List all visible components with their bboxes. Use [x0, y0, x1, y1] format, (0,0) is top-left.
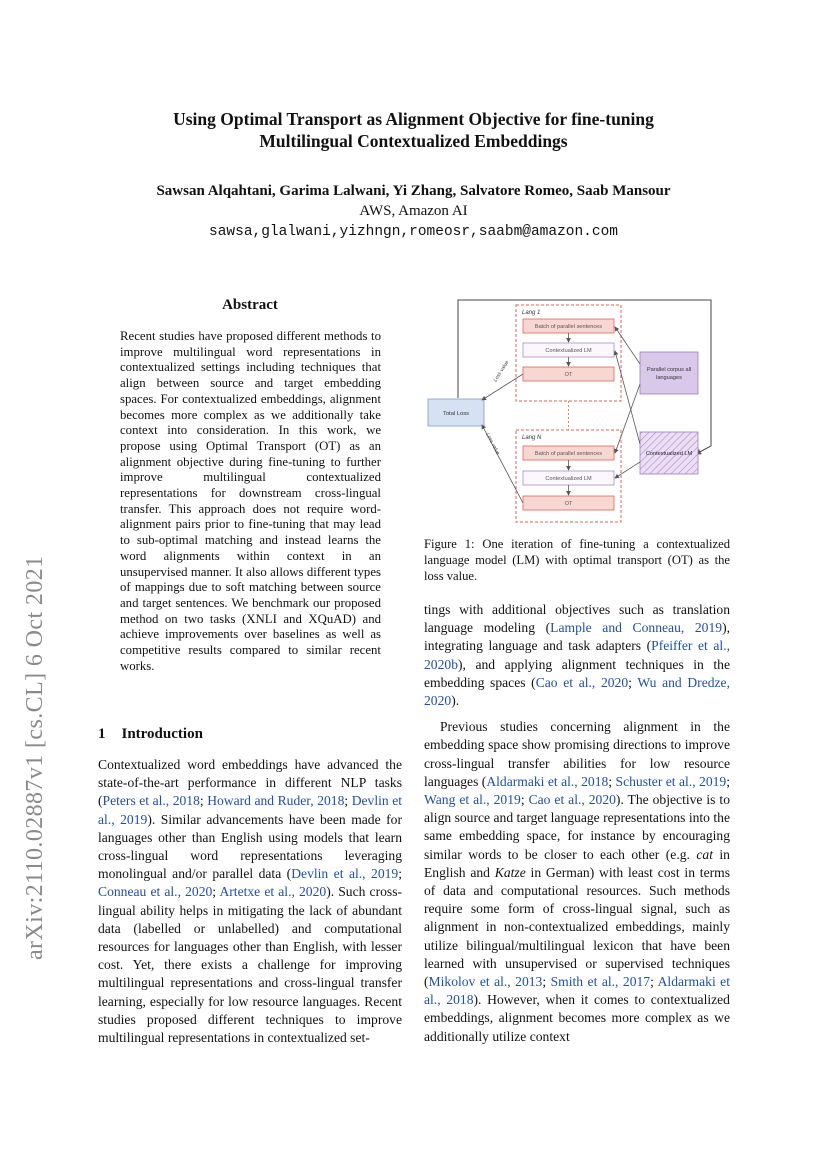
citation-link[interactable]: Devlin et al., 2019	[291, 866, 399, 882]
citation-link[interactable]: Wang et al., 2019	[424, 792, 521, 808]
citation-link[interactable]: Aldarmaki et al., 2018	[486, 773, 609, 789]
batch-label-1: Batch of parallel sentences	[534, 324, 603, 330]
author-emails: sawsa,glalwani,yizhngn,romeosr,saabm@amazon.com	[209, 224, 618, 240]
lm-to-lm-n	[615, 462, 640, 478]
citation-link[interactable]: Wu and Dredze, 2020	[424, 674, 730, 709]
paragraph	[424, 718, 730, 1046]
loss-value-label-n: Loss value	[484, 432, 501, 457]
title-line-2: Multilingual Contextualized Embeddings	[259, 131, 568, 151]
text-run: ;	[212, 884, 220, 900]
arxiv-watermark: arXiv:2110.02887v1 [cs.CL] 6 Oct 2021	[22, 555, 48, 960]
parallel-corpus-box	[640, 352, 698, 394]
citation-link[interactable]: Devlin et al., 2019	[98, 793, 403, 827]
citation-link[interactable]: Howard and Ruder, 2018	[207, 793, 345, 809]
italic-term: cat	[696, 846, 713, 862]
citation-link[interactable]: Cao et al., 2020	[535, 674, 629, 690]
lang-1-label: Lang 1	[522, 310, 541, 316]
title-line-1: Using Optimal Transport as Alignment Objective for fine-tuning	[173, 109, 654, 129]
text-run: ;	[199, 793, 208, 809]
lm-label-n: Contextualized LM	[545, 476, 592, 482]
text-run: ;	[542, 974, 551, 990]
text-run: in English and	[424, 846, 730, 880]
batch-label-n: Batch of parallel sentences	[534, 451, 603, 457]
text-run: ;	[608, 773, 616, 789]
citation-link[interactable]: Lample and Conneau, 2019	[550, 620, 723, 636]
text-run: ;	[650, 974, 658, 990]
text-run: ;	[726, 773, 730, 789]
lm-label-1: Contextualized LM	[545, 348, 592, 354]
text-run: ), integrating language and task adapters (	[424, 620, 730, 654]
text-run: ;	[520, 792, 529, 808]
text-run: ;	[344, 793, 352, 809]
paper-title	[60, 108, 767, 152]
citation-link[interactable]: Aldarmaki et al., 2018	[424, 974, 730, 1008]
text-run: ), and applying alignment techniques in the embedding spaces (	[424, 656, 730, 690]
text-run: Previous studies concerning alignment in the embedding space show promising directions to improve cross-lingual transfer abilities for low resource languages (	[424, 719, 730, 789]
text-run: ).	[451, 693, 460, 709]
corpus-to-batch-n	[615, 384, 640, 453]
citation-link[interactable]: Schuster et al., 2019	[615, 773, 727, 789]
text-run: ). However, when it comes to contextualized embeddings, alignment becomes more complex as we additionally utilize context	[424, 992, 730, 1044]
parallel-corpus-label-1: Parallel corpus all	[646, 367, 692, 373]
text-run: ). Similar advancements have been made for languages other than English using models that learn cross-lingual word representations leveraging monolingual and/or parallel data (	[98, 811, 402, 882]
text-run: tings with additional objectives such as translation language modeling (	[424, 602, 730, 636]
ot-finetuning-diagram	[424, 296, 732, 528]
citation-link[interactable]: Cao et al., 2020	[528, 792, 616, 808]
author-list: Sawsan Alqahtani, Garima Lalwani, Yi Zhang, Salvatore Romeo, Saab Mansour	[156, 183, 671, 199]
contextualized-lm-label: Contextualized LM	[645, 451, 693, 457]
total-loss-label: Total Loss	[442, 411, 470, 417]
citation-link[interactable]: Mikolov et al., 2013	[428, 974, 543, 990]
affiliation: AWS, Amazon AI	[359, 203, 468, 219]
abstract-heading: Abstract	[222, 297, 278, 313]
paragraph	[424, 601, 730, 710]
loss-arrow-1	[482, 374, 523, 400]
lang-n-label: Lang N	[522, 435, 542, 441]
italic-term: Katze	[494, 864, 526, 880]
ot-label-1: OT	[564, 372, 573, 378]
corpus-to-batch-1	[615, 327, 640, 364]
citation-link[interactable]: Conneau et al., 2020	[98, 884, 213, 900]
figure-caption: Figure 1: One iteration of fine-tuning a contextualized language model (LM) with optimal transport (OT) as the loss value.	[424, 537, 730, 583]
figure-1-diagram	[424, 296, 732, 528]
text-run: ;	[398, 866, 402, 882]
text-run: ). The objective is to align source and target language representations into the same embedding space, for instance by encouraging similar words to be closer to each other (e.g.	[424, 792, 730, 862]
section-number: 1	[98, 726, 106, 742]
citation-link[interactable]: Smith et al., 2017	[550, 974, 651, 990]
ot-label-n: OT	[564, 501, 573, 507]
text-run: ;	[628, 674, 638, 690]
citation-link[interactable]: Pfeiffer et al., 2020b	[424, 638, 730, 672]
citation-link[interactable]: Artetxe et al., 2020	[219, 884, 327, 900]
citation-link[interactable]: Peters et al., 2018	[102, 793, 200, 809]
text-run: ). Such cross-lingual ability helps in mitigating the lack of abundant data (labelled or unlabelled) and computational resources for languages other than English, with lesser cost. Yet, there exists a challenge for improving multilingual representations and cross-lingual transfer learning, especially for low resource languages. Recent studies proposed different techniques to improve multilingual representations in contextualized set-	[98, 884, 403, 1046]
loss-value-label-1: Loss value	[492, 359, 511, 384]
introduction-paragraph	[98, 756, 402, 1047]
text-run: in German) with least cost in terms of data and computational resources. Such methods require some form of cross-lingual signal, such as alignment in non-contextualized embeddings, mainly utilize bilingual/multilingual lexicon that have been learned with unsupervised or supervised techniques (	[424, 864, 731, 990]
abstract-text: Recent studies have proposed different methods to improve multilingual word representations in contextualized settings including techniques that align between source and target embedding spaces. For contextualized embeddings, alignment becomes more complex as we additionally take context into consideration. In this work, we propose using Optimal Transport (OT) as an alignment objective during fine-tuning to further improve multilingual contextualized representations for downstream cross-lingual transfer. This approach does not require word-alignment pairs prior to fine-tuning that may lead to sub-optimal matching and instead learns the word alignments within context in an unsupervised manner. It also allows different types of mappings due to soft matching between source and target sentences. We benchmark our proposed method on two tasks (XNLI and XQuAD) and achieve improvements over baselines as well as competitive results compared to similar recent works.	[120, 329, 381, 673]
section-heading-introduction	[98, 726, 203, 743]
section-title: Introduction	[121, 726, 203, 742]
right-column-text	[424, 601, 730, 1046]
text-run: Contextualized word embeddings have advanced the state-of-the-art performance in different NLP tasks (	[98, 757, 402, 809]
parallel-corpus-label-2: languages	[656, 375, 682, 381]
